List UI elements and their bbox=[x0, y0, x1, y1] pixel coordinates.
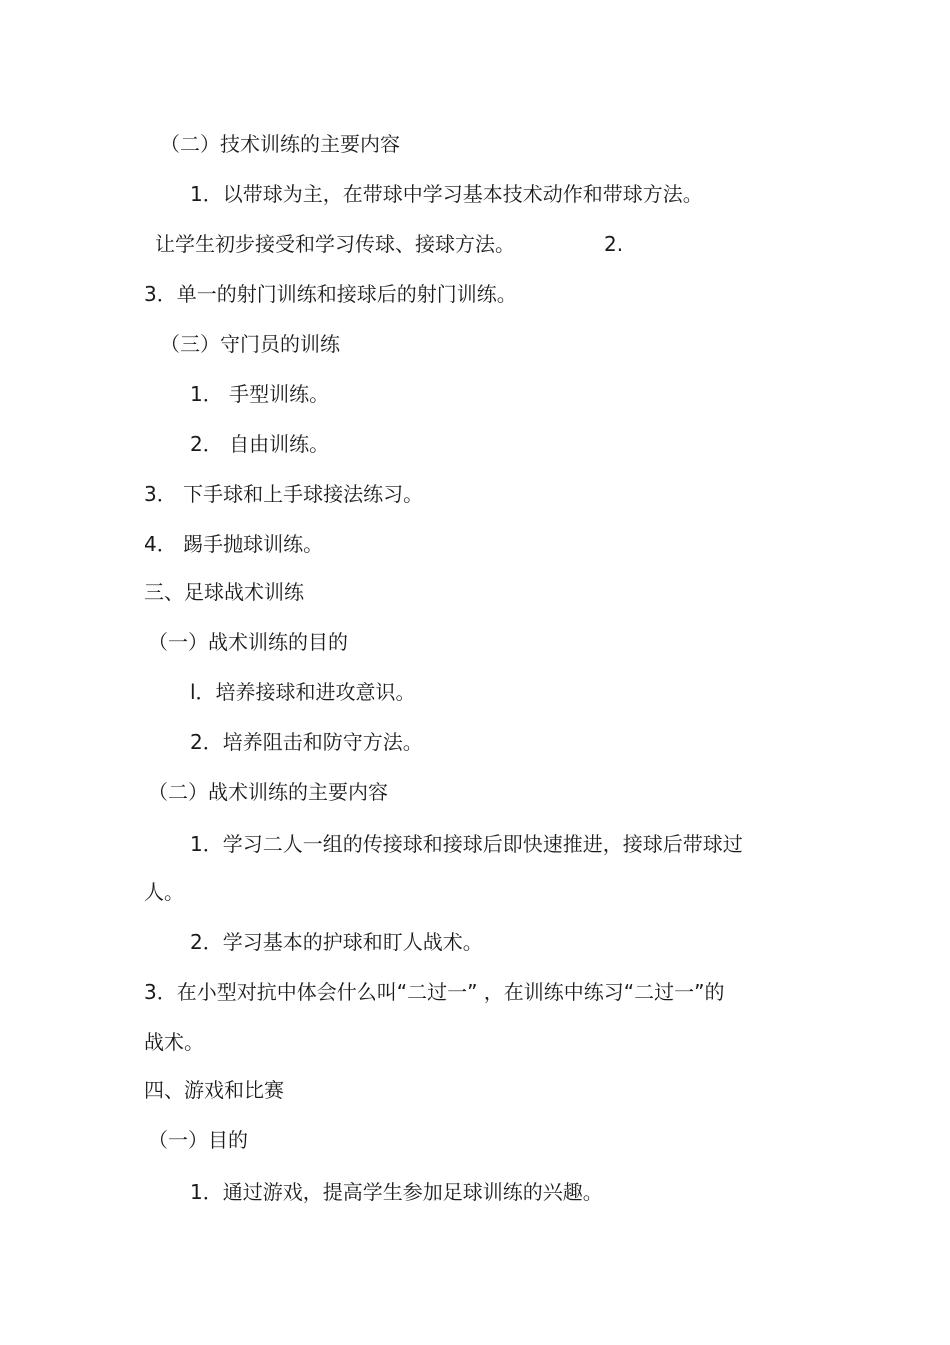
list-item: 2．培养阻击和防守方法。 bbox=[190, 730, 423, 754]
section-heading: （一）目的 bbox=[148, 1128, 248, 1152]
list-item-continuation: 人。 bbox=[144, 880, 184, 904]
list-item: 2． 自由训练。 bbox=[190, 432, 330, 456]
list-number: 2. bbox=[604, 232, 624, 256]
list-item: 3．单一的射门训练和接球后的射门训练。 bbox=[144, 282, 517, 306]
list-item: 2．学习基本的护球和盯人战术。 bbox=[190, 930, 483, 954]
section-heading: （二）技术训练的主要内容 bbox=[160, 132, 400, 156]
list-item: 1．以带球为主，在带球中学习基本技术动作和带球方法。 bbox=[190, 182, 703, 206]
list-item-continuation: 战术。 bbox=[144, 1030, 204, 1054]
list-item: l．培养接球和进攻意识。 bbox=[190, 680, 416, 704]
list-item: 3．在小型对抗中体会什么叫“二过一” ，在训练中练习“二过一”的 bbox=[144, 980, 725, 1004]
list-item: 1． 手型训练。 bbox=[190, 382, 330, 406]
section-heading: （三）守门员的训练 bbox=[160, 332, 340, 356]
chapter-heading: 三、足球战术训练 bbox=[144, 580, 304, 604]
chapter-heading: 四、游戏和比赛 bbox=[144, 1078, 284, 1102]
list-item: 1．通过游戏，提高学生参加足球训练的兴趣。 bbox=[190, 1180, 603, 1204]
list-item: 1．学习二人一组的传接球和接球后即快速推进，接球后带球过 bbox=[190, 832, 743, 856]
section-heading: （二）战术训练的主要内容 bbox=[148, 780, 388, 804]
section-heading: （一）战术训练的目的 bbox=[148, 630, 348, 654]
list-item: 让学生初步接受和学习传球、接球方法。 bbox=[155, 232, 515, 256]
list-item: 4． 踢手抛球训练。 bbox=[144, 532, 324, 556]
list-item: 3． 下手球和上手球接法练习。 bbox=[144, 482, 424, 506]
